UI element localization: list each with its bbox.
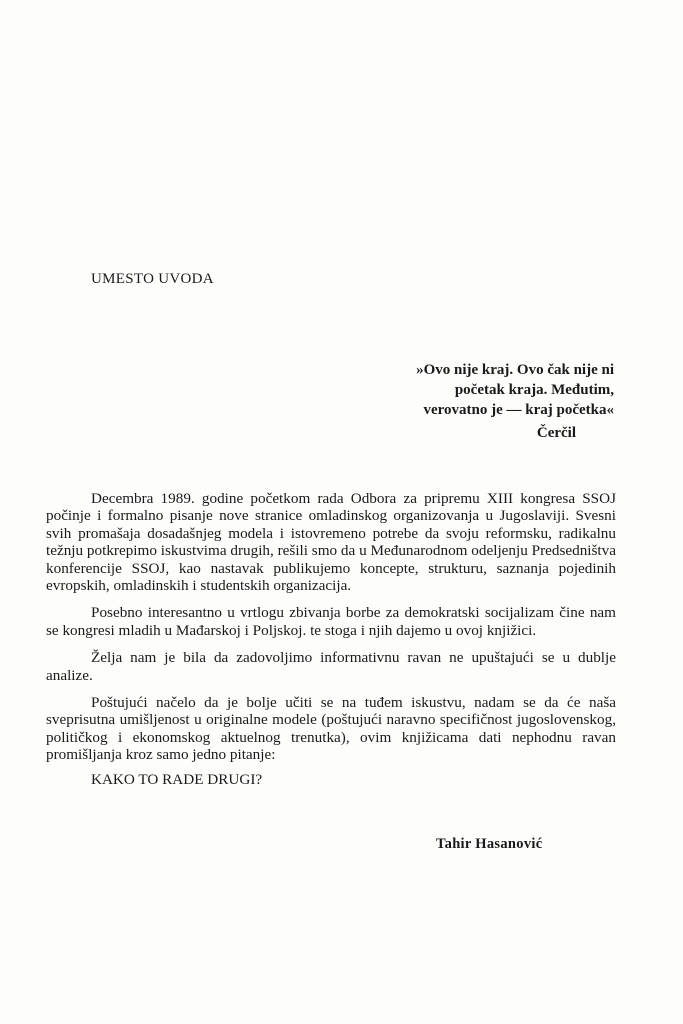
epigraph	[300, 360, 614, 443]
signature: Tahir Hasanović	[436, 836, 543, 852]
epigraph-author: Čerčil	[536, 425, 576, 441]
epigraph-line: »Ovo nije kraj. Ovo čak nije ni	[416, 362, 614, 378]
paragraph: Decembra 1989. godine početkom rada Odbora za pripremu XIII kongresa SSOJ počinje i formalno pisanje nove stranice omladinskog organizovanja u Jugoslaviji. Svesni svih promašaja dosadašnjeg modela i istovremeno potrebe da svoju reformsku, radikalnu težnju potkrepimo iskustvima drugih, rešili smo da u Međunarodnom odeljenju Predsedništva konferencije SSOJ, kao nastavak publikujemo koncepte, strukturu, saznanja pojedinih evropskih, omladinskih i studentskih organizacija.	[46, 490, 616, 595]
paragraph: Posebno interesantno u vrtlogu zbivanja borbe za demokratski socijalizam čine nam se kongresi mladih u Mađarskoj i Poljskoj. te stoga i njih dajemo u ovoj knjižici.	[46, 604, 616, 639]
epigraph-line: verovatno je — kraj početka«	[423, 402, 614, 418]
page-heading: UMESTO UVODA	[91, 271, 214, 287]
closing-question: KAKO TO RADE DRUGI?	[91, 770, 263, 788]
epigraph-line: početak kraja. Međutim,	[454, 382, 614, 398]
paragraph: Poštujući načelo da je bolje učiti se na tuđem iskustvu, nadam se da će naša sveprisutna umišljenost u originalne modele (poštujući naravno specifičnost jugoslovenskog, političkog i ekonomskog aktuelnog trenutka), ovim knjižicama dati nephodnu ravan promišljanja kroz samo jedno pitanje:	[46, 694, 616, 764]
paragraph: Želja nam je bila da zadovoljimo informativnu ravan ne upuštajući se u dublje analize.	[46, 649, 616, 684]
body-text	[46, 490, 616, 788]
